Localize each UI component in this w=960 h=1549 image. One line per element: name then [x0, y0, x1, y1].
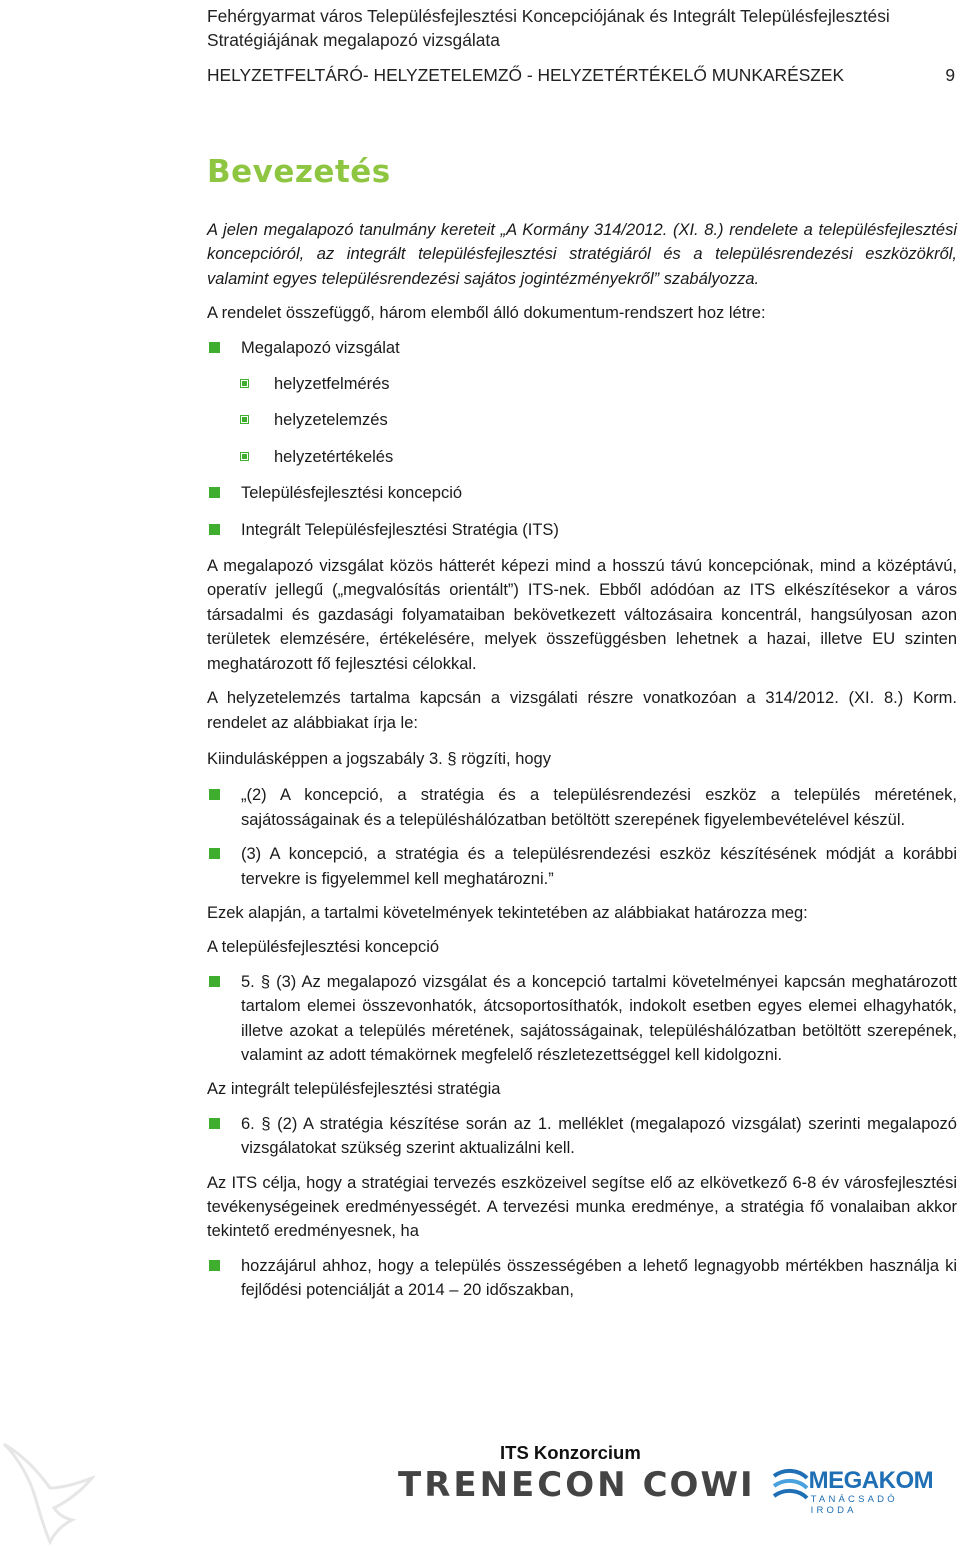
list-item-text: (3) A koncepció, a stratégia és a településrendezési eszköz készítésének módját a korábbi tervekre is figyelemmel kell meghatározni.”: [241, 845, 957, 888]
bullet-icon: [240, 379, 249, 388]
concept-heading: A településfejlesztési koncepció: [207, 938, 440, 957]
megakom-wave-icon: [771, 1464, 811, 1510]
strategy-list: [207, 1112, 957, 1161]
partner-logos: [398, 1464, 934, 1516]
list-item-text: 5. § (3) Az megalapozó vizsgálat és a koncepció tartalmi követelményei kapcsán meghatározott tartalom elemei összevonhatók, átcsoportosíthatók, indokolt esetben egyes elemei elhagyhatók, illetve azokat a település méretének, sajátosságainak, településhálózatban betöltött szerepének, valamint az adott témakörnek megfelelő részletezettséggel kell kidolgozni.: [241, 972, 957, 1064]
list-item-text: helyzetfelmérés: [274, 375, 390, 394]
header-line-2: Stratégiájának megalapozó vizsgálata: [207, 30, 500, 50]
list-item: [207, 408, 957, 432]
list-item: [207, 970, 957, 1068]
list-item: [207, 445, 957, 469]
megakom-wordmark: MEGAKOM: [808, 1467, 934, 1494]
list-item: [207, 336, 957, 360]
list-item: [207, 481, 957, 505]
concept-list: [207, 970, 957, 1068]
bullet-icon: [209, 524, 220, 535]
bullet-icon: [240, 452, 249, 461]
bullet-icon: [209, 789, 220, 800]
running-header: [207, 4, 957, 87]
bullet-icon: [209, 342, 220, 353]
list-item-text: Megalapozó vizsgálat: [241, 338, 400, 357]
bullet-icon: [209, 1118, 220, 1129]
section-label: HELYZETFELTÁRÓ- HELYZETELEMZŐ - HELYZETÉRTÉKELŐ MUNKARÉSZEK: [207, 65, 845, 85]
list-item-text: Településfejlesztési koncepció: [241, 484, 463, 503]
intro-paragraph: A jelen megalapozó tanulmány kereteit „A Kormány 314/2012. (XI. 8.) rendelete a településfejlesztési koncepcióról, az integrált településfejlesztési stratégiáról és a településrendezési eszközökről, valamint egyes településrendezési sajátos jogintézményekről” szabályozza.: [207, 221, 957, 288]
list-item: [207, 1254, 957, 1303]
list-item-text: 6. § (2) A stratégia készítése során az 1. melléklet (megalapozó vizsgálat) szerinti megalapozó vizsgálatokat szükség szerint aktualizálni kell.: [241, 1114, 957, 1158]
list-item-text: „(2) A koncepció, a stratégia és a településrendezési eszköz a település méretének, sajátosságainak és a településhálózatban betöltött szerepének figyelembevételével készül.: [241, 786, 957, 829]
bullet-icon: [209, 976, 220, 987]
content-paragraph: A helyzetelemzés tartalma kapcsán a vizsgálati részre vonatkozóan a 314/2012. (XI. 8.) Korm. rendelet az alábbiakat írja le:: [207, 689, 957, 732]
goal-paragraph: Az ITS célja, hogy a stratégiai tervezés eszközeivel segítse elő az elkövetkező 6-8 év városfejlesztési tevékenységeinek eredményességét. A tervezési munka eredménye, a stratégia fő vonalaiban akkor tekintető eredményesnek, ha: [207, 1173, 957, 1241]
document-system-list: [207, 336, 957, 542]
list-item-text: hozzájárul ahhoz, hogy a település összességében a lehető legnagyobb mértékben használja ki fejlődési potenciálját a 2014 – 20 időszakban,: [241, 1256, 957, 1300]
consortium-label: ITS Konzorcium: [500, 1442, 641, 1463]
list-item: [207, 783, 957, 832]
page-number: 9: [945, 65, 955, 85]
strategy-heading: Az integrált településfejlesztési stratégia: [207, 1080, 501, 1099]
header-line-3: [207, 63, 957, 87]
bullet-icon: [209, 487, 220, 498]
law-paragraph: Kiindulásképpen a jogszabály 3. § rögzíti, hogy: [207, 749, 551, 768]
goal-list: [207, 1254, 957, 1303]
list-item: [207, 372, 957, 396]
page-title: Bevezetés: [207, 154, 391, 190]
bullet-icon: [240, 415, 249, 424]
megakom-subtitle: TANÁCSADÓ IRODA: [810, 1494, 898, 1516]
list-item: [207, 842, 957, 891]
bullet-icon: [209, 1260, 220, 1271]
page-footer: [0, 1430, 960, 1549]
trenecon-logo: TRENECON: [398, 1465, 629, 1505]
list-item-text: helyzetelemzés: [274, 411, 388, 430]
header-line-1: Fehérgyarmat város Településfejlesztési Koncepciójának és Integrált Településfejlesztési: [207, 6, 890, 26]
list-item-text: helyzetértékelés: [274, 447, 394, 466]
law-list: [207, 783, 957, 891]
cowi-logo: COWI: [642, 1465, 755, 1505]
megakom-logo: [771, 1464, 934, 1516]
list-item: [207, 1112, 957, 1161]
basis-paragraph: Ezek alapján, a tartalmi követelmények tekintetében az alábbiakat határozza meg:: [207, 903, 808, 922]
list-item-text: Integrált Településfejlesztési Stratégia (ITS): [241, 520, 559, 539]
system-paragraph: A rendelet összefüggő, három elemből álló dokumentum-rendszert hoz létre:: [207, 304, 766, 323]
document-page: [207, 0, 957, 1303]
bullet-icon: [209, 848, 220, 859]
background-paragraph: A megalapozó vizsgálat közös hátterét képezi mind a hosszú távú koncepciónak, mind a középtávú, operatív jellegű („megvalósítás orientált”) ITS-nek. Ebből adódóan az ITS elkészítésekor a város társadalmi és gazdasági folyamataiban bekövetkezett változásaira koncentrál, hangsúlyosan azon területek elemzésére, értékelésére, melyek összefüggésben lehetnek a hazai, illetve EU szinten meghatározott fő fejlesztési célokkal.: [207, 557, 957, 673]
list-item: [207, 518, 957, 542]
bird-watermark-icon: [0, 1438, 95, 1548]
